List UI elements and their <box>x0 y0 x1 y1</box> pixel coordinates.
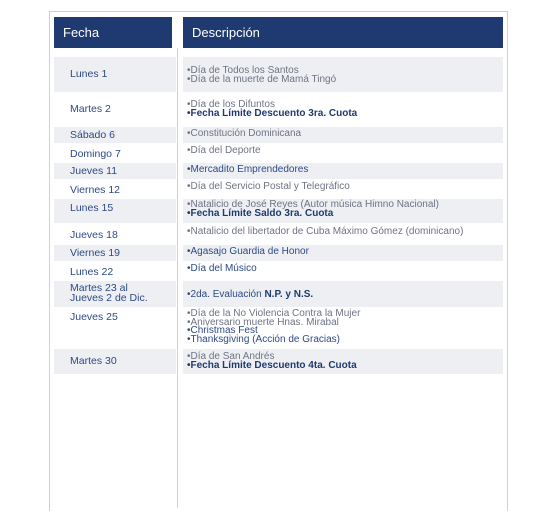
description-line: •Fecha Límite Descuento 4ta. Cuota <box>187 359 357 371</box>
fecha-text: Sábado 6 <box>70 129 115 141</box>
table-row <box>54 263 503 279</box>
fecha-cell <box>54 263 176 279</box>
description-line: •Día del Servicio Postal y Telegráfico <box>187 181 350 192</box>
table-row <box>54 309 503 347</box>
fecha-cell <box>54 181 176 197</box>
description-line: •Agasajo Guardia de Honor <box>187 246 309 257</box>
fecha-text: Jueves 18 <box>70 229 118 241</box>
description-line: •Día de la No Violencia Contra la Mujer <box>187 308 361 319</box>
description-line: •Natalicio de José Reyes (Autor música Himno Nacional) <box>187 199 439 210</box>
description-line: •Natalicio del libertador de Cuba Máximo Gómez (dominicano) <box>187 226 464 237</box>
fecha-cell <box>54 199 176 223</box>
description-cell <box>183 181 503 197</box>
description-cell <box>183 245 503 261</box>
description-text: •2da. Evaluación <box>187 289 265 300</box>
fecha-cell <box>54 145 176 161</box>
description-line: •Día de la muerte de Mamá Tingó <box>187 73 337 85</box>
description-line: •Día de San Andrés <box>187 351 275 362</box>
description-line: •Constitución Dominicana <box>187 128 302 139</box>
description-cell <box>183 225 503 243</box>
table-row <box>54 349 503 374</box>
description-cell <box>183 94 503 125</box>
description-cell <box>183 199 503 223</box>
fecha-cell <box>54 127 176 143</box>
fecha-column-header: Fecha <box>54 17 172 48</box>
fecha-cell <box>54 163 176 179</box>
description-line: •Mercadito Emprendedores <box>187 164 309 175</box>
fecha-text <box>70 283 148 303</box>
fecha-cell <box>54 57 176 92</box>
fecha-text: Martes 2 <box>70 103 111 115</box>
description-cell <box>183 127 503 143</box>
fecha-cell <box>54 225 176 243</box>
fecha-cell <box>54 281 176 307</box>
fecha-text-line: Martes 23 al <box>70 282 128 294</box>
table-row <box>54 181 503 197</box>
description-cell <box>183 163 503 179</box>
table-row <box>54 225 503 243</box>
table-row <box>54 163 503 179</box>
table-row <box>54 281 503 307</box>
fecha-text: Domingo 7 <box>70 148 121 160</box>
fecha-text: Lunes 15 <box>70 202 114 214</box>
description-cell <box>183 281 503 307</box>
description-emphasis: N.P. y N.S. <box>264 289 314 300</box>
table-row <box>54 199 503 223</box>
description-cell <box>183 145 503 161</box>
description-line: •Día del Deporte <box>187 145 261 156</box>
description-line <box>187 291 313 300</box>
table-row <box>54 127 503 143</box>
description-line: •Día del Músico <box>187 263 257 274</box>
fecha-cell <box>54 245 176 261</box>
fecha-text: Jueves 25 <box>70 311 118 323</box>
table-row <box>54 245 503 261</box>
description-line: •Fecha Límite Saldo 3ra. Cuota <box>187 207 334 219</box>
description-line: •Christmas Fest <box>187 325 258 336</box>
fecha-cell <box>54 309 176 347</box>
fecha-cell <box>54 94 176 125</box>
table-row <box>54 145 503 161</box>
table-row <box>54 94 503 125</box>
table-row <box>54 57 503 92</box>
description-line: •Thanksgiving (Acción de Gracias) <box>187 333 341 345</box>
description-cell <box>183 309 503 347</box>
fecha-text: Viernes 12 <box>70 184 121 196</box>
description-cell <box>183 57 503 92</box>
descripcion-column-header: Descripción <box>183 17 503 48</box>
fecha-text: Viernes 19 <box>70 247 121 259</box>
fecha-text-line: Jueves 2 de Dic. <box>70 292 148 304</box>
fecha-text: Lunes 1 <box>70 68 108 80</box>
description-line: •Aniversario muerte Hnas. Mirabal <box>187 316 339 328</box>
fecha-text: Martes 30 <box>70 355 117 367</box>
fecha-cell <box>54 349 176 374</box>
description-line: •Fecha Límite Descuento 3ra. Cuota <box>187 107 358 119</box>
description-line: •Día de los Difuntos <box>187 99 275 110</box>
fecha-text: Lunes 22 <box>70 266 114 278</box>
description-line: •Día de Todos los Santos <box>187 65 299 76</box>
description-cell <box>183 263 503 279</box>
fecha-text: Jueves 11 <box>70 165 118 177</box>
description-cell <box>183 349 503 374</box>
